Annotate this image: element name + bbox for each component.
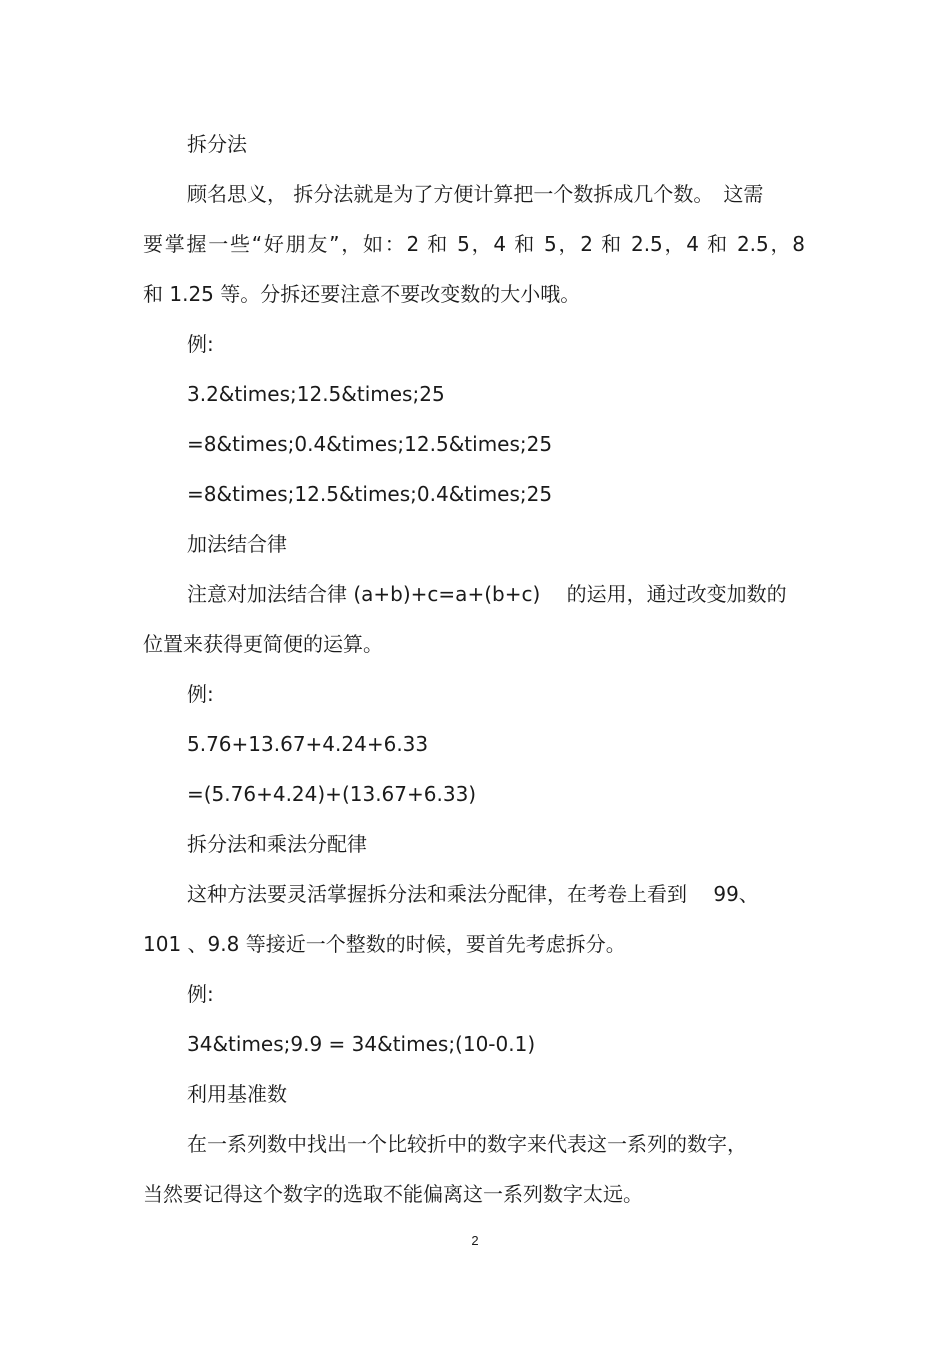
- example-line: 5.76+13.67+4.24+6.33: [187, 732, 429, 756]
- section-heading-base-number: 利用基准数: [187, 1082, 287, 1106]
- paragraph-line: 位置来获得更简便的运算。: [143, 632, 383, 656]
- example-line: =8&times;12.5&times;0.4&times;25: [187, 482, 553, 506]
- page-number: 2: [471, 1233, 479, 1248]
- paragraph-line: 和 1.25 等。分拆还要注意不要改变数的大小哦。: [143, 282, 581, 306]
- example-label: 例:: [187, 332, 214, 356]
- paragraph-line: 这种方法要灵活掌握拆分法和乘法分配律，在考卷上看到 99、: [187, 882, 759, 906]
- paragraph-line: 101 、9.8 等接近一个整数的时候，要首先考虑拆分。: [143, 932, 626, 956]
- example-line: 3.2&times;12.5&times;25: [187, 382, 445, 406]
- paragraph-line: 当然要记得这个数字的选取不能偏离这一系列数字太远。: [143, 1182, 643, 1206]
- section-heading-split-distributive: 拆分法和乘法分配律: [187, 832, 367, 856]
- example-line: =(5.76+4.24)+(13.67+6.33): [187, 782, 477, 806]
- paragraph-line: 在一系列数中找出一个比较折中的数字来代表这一系列的数字，: [187, 1132, 747, 1156]
- example-label: 例:: [187, 982, 214, 1006]
- paragraph-line: 要掌握一些“好朋友”，如：2 和 5，4 和 5，2 和 2.5，4 和 2.5，8: [143, 232, 805, 256]
- example-line: 34&times;9.9 = 34&times;(10-0.1): [187, 1032, 536, 1056]
- paragraph-line: 注意对加法结合律 (a+b)+c=a+(b+c) 的运用，通过改变加数的: [187, 582, 787, 606]
- section-heading-split-method: 拆分法: [187, 132, 247, 156]
- example-line: =8&times;0.4&times;12.5&times;25: [187, 432, 553, 456]
- example-label: 例:: [187, 682, 214, 706]
- paragraph-line: 顾名思义， 拆分法就是为了方便计算把一个数拆成几个数。 这需: [187, 182, 764, 206]
- section-heading-addition-associative: 加法结合律: [187, 532, 287, 556]
